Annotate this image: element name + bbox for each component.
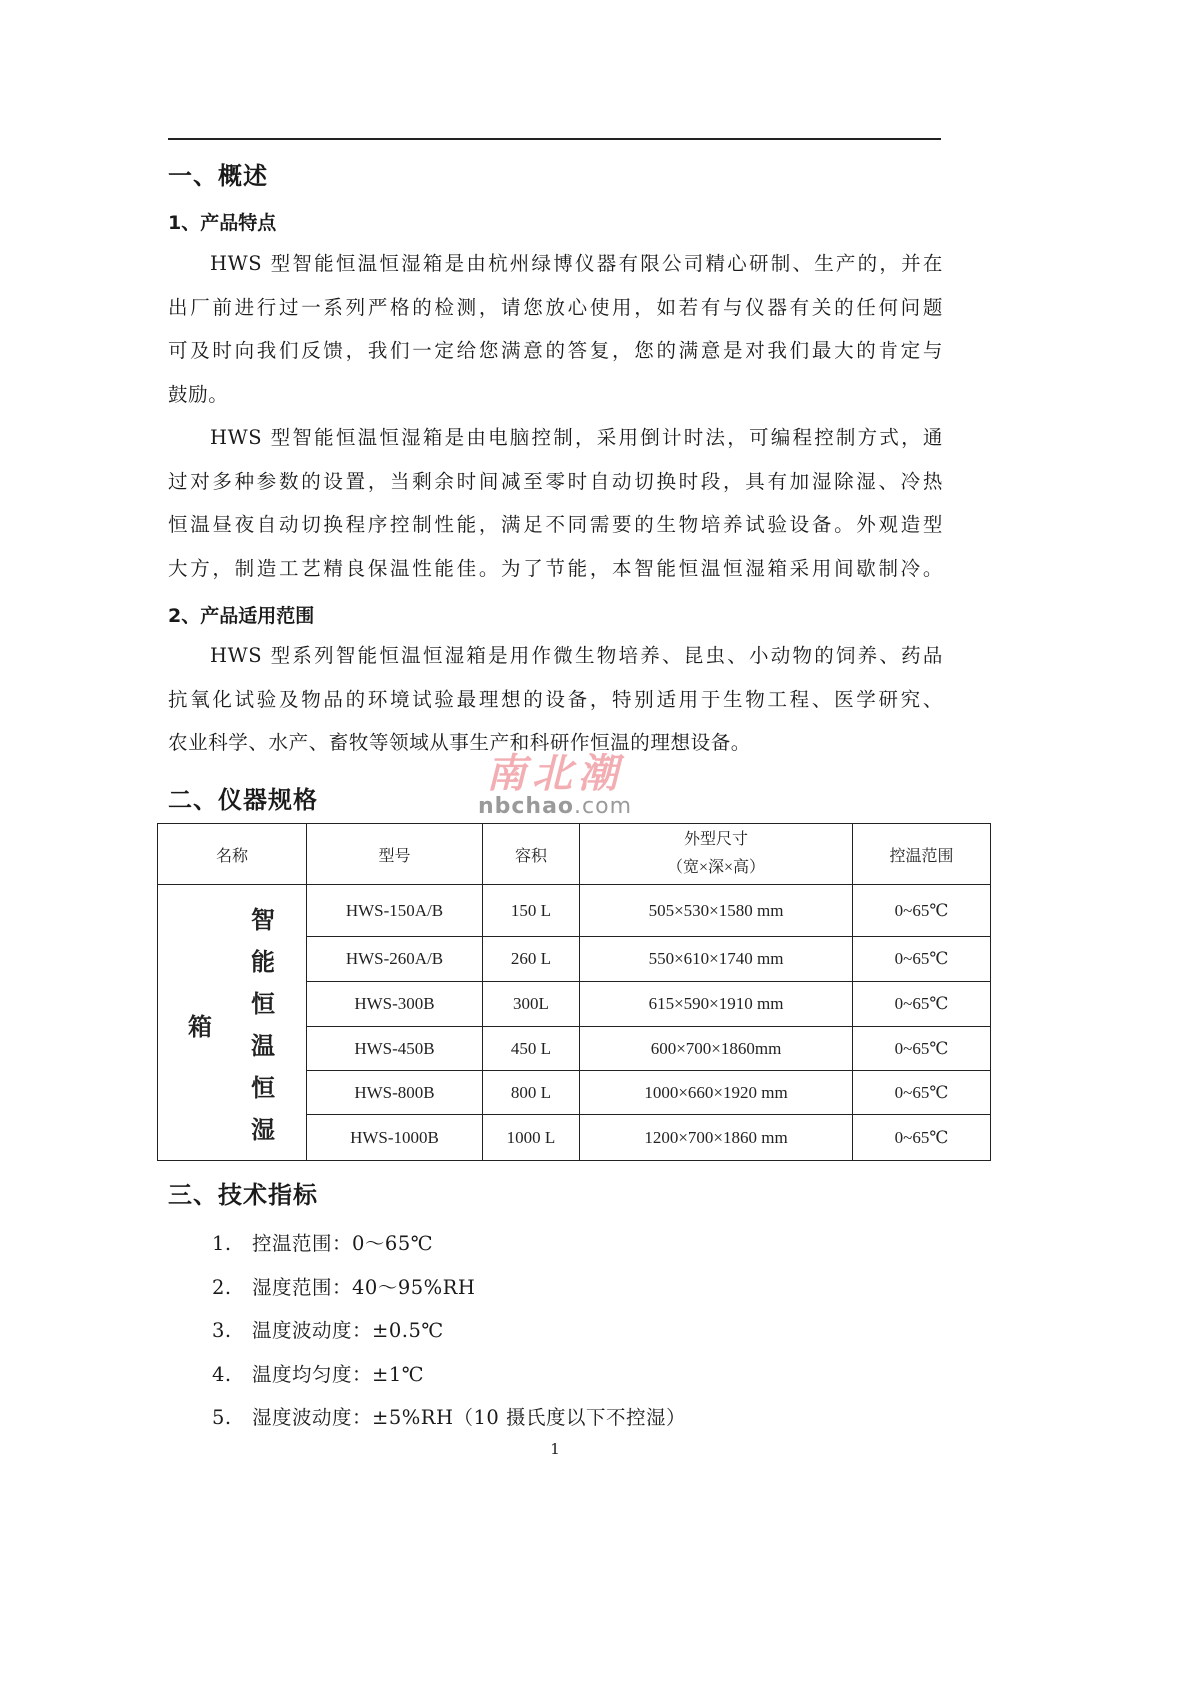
text-line: 过对多种参数的设置，当剩余时间减至零时自动切换时段，具有加湿除湿、冷热	[168, 469, 943, 493]
tech-spec-item	[212, 1402, 686, 1430]
product-name-box: 箱	[188, 1013, 212, 1041]
name-char: 能	[251, 948, 275, 976]
text-line: 大方，制造工艺精良保温性能佳。为了节能，本智能恒温恒湿箱采用间歇制冷。	[168, 556, 943, 580]
cell-model: HWS-800B	[307, 1071, 483, 1115]
name-char: 恒	[251, 1074, 275, 1102]
section-title-tech-specs: 三、技术指标	[168, 1181, 318, 1209]
tech-spec-item	[212, 1272, 475, 1300]
cell-dimensions: 1000×660×1920 mm	[580, 1071, 853, 1115]
cell-dimensions: 600×700×1860mm	[580, 1027, 853, 1071]
cell-volume: 1000 L	[483, 1115, 580, 1161]
cell-volume: 150 L	[483, 885, 580, 937]
watermark-en-suffix: .com	[574, 794, 633, 819]
name-char: 智	[251, 906, 275, 934]
product-name-vertical	[248, 899, 278, 1151]
item-text: 温度均匀度：±1℃	[252, 1363, 425, 1386]
cell-model: HWS-260A/B	[307, 937, 483, 982]
cell-dimensions: 615×590×1910 mm	[580, 982, 853, 1027]
cell-temp-range: 0~65℃	[853, 1115, 991, 1161]
header-dimensions-line1: 外型尺寸	[683, 831, 748, 848]
name-char: 恒	[251, 990, 275, 1018]
cell-temp-range: 0~65℃	[853, 885, 991, 937]
text-line: HWS 型系列智能恒温恒湿箱是用作微生物培养、昆虫、小动物的饲养、药品	[210, 644, 943, 667]
text-line: 农业科学、水产、畜牧等领域从事生产和科研作恒温的理想设备。	[168, 731, 751, 755]
item-text: 控温范围：0～65℃	[252, 1232, 434, 1255]
text-line: HWS 型智能恒温恒湿箱是由杭州绿博仪器有限公司精心研制、生产的，并在	[210, 252, 943, 275]
header-dimensions-line2: （宽×深×高）	[666, 859, 766, 876]
section-title-overview: 一、概述	[168, 162, 268, 190]
watermark-en	[470, 796, 640, 818]
cell-model: HWS-450B	[307, 1027, 483, 1071]
subsection-title-scope: 2、产品适用范围	[168, 605, 315, 627]
cell-model: HWS-1000B	[307, 1115, 483, 1161]
text-line: HWS 型智能恒温恒湿箱是由电脑控制，采用倒计时法，可编程控制方式，通	[210, 426, 943, 449]
text-line: 恒温昼夜自动切换程序控制性能，满足不同需要的生物培养试验设备。外观造型	[168, 513, 943, 537]
name-char: 温	[251, 1032, 275, 1060]
cell-volume: 800 L	[483, 1071, 580, 1115]
header-dimensions	[580, 824, 853, 885]
watermark-cn: 南北潮	[486, 750, 624, 797]
cell-model: HWS-300B	[307, 982, 483, 1027]
cell-temp-range: 0~65℃	[853, 982, 991, 1027]
text-line: 出厂前进行过一系列严格的检测，请您放心使用，如若有与仪器有关的任何问题	[168, 295, 943, 319]
cell-volume: 260 L	[483, 937, 580, 982]
cell-temp-range: 0~65℃	[853, 1071, 991, 1115]
section-title-specs: 二、仪器规格	[168, 786, 318, 814]
item-number: 2.	[212, 1276, 232, 1299]
item-number: 5.	[212, 1406, 232, 1429]
cell-volume: 450 L	[483, 1027, 580, 1071]
header-temp-range: 控温范围	[853, 824, 991, 885]
text-line: 可及时向我们反馈，我们一定给您满意的答复，您的满意是对我们最大的肯定与	[168, 339, 943, 363]
cell-temp-range: 0~65℃	[853, 1027, 991, 1071]
cell-temp-range: 0~65℃	[853, 937, 991, 982]
item-text: 湿度波动度：±5%RH（10 摄氏度以下不控湿）	[252, 1406, 686, 1429]
tech-spec-item	[212, 1315, 444, 1343]
header-name: 名称	[158, 824, 307, 885]
product-name-cell	[158, 885, 307, 1161]
header-rule	[168, 138, 941, 140]
item-number: 4.	[212, 1363, 232, 1386]
paragraph-features-2	[168, 416, 943, 590]
cell-dimensions: 550×610×1740 mm	[580, 937, 853, 982]
table-row	[158, 885, 991, 937]
cell-dimensions: 505×530×1580 mm	[580, 885, 853, 937]
tech-spec-item	[212, 1228, 433, 1256]
cell-dimensions: 1200×700×1860 mm	[580, 1115, 853, 1161]
cell-volume: 300L	[483, 982, 580, 1027]
paragraph-features-1	[168, 242, 943, 416]
item-number: 3.	[212, 1319, 232, 1342]
page-number: 1	[550, 1440, 560, 1458]
header-volume: 容积	[483, 824, 580, 885]
item-number: 1.	[212, 1232, 232, 1255]
item-text: 湿度范围：40～95%RH	[252, 1276, 476, 1299]
name-char: 湿	[251, 1116, 275, 1144]
watermark-en-main: nbchao	[477, 794, 575, 819]
text-line: 鼓励。	[168, 382, 229, 406]
header-model: 型号	[307, 824, 483, 885]
tech-spec-item	[212, 1359, 424, 1387]
table-header-row	[158, 824, 991, 885]
text-line: 抗氧化试验及物品的环境试验最理想的设备，特别适用于生物工程、医学研究、	[168, 687, 943, 711]
paragraph-scope	[168, 634, 943, 765]
spec-table	[157, 823, 991, 1161]
item-text: 温度波动度：±0.5℃	[252, 1319, 444, 1342]
subsection-title-features: 1、产品特点	[168, 212, 277, 234]
cell-model: HWS-150A/B	[307, 885, 483, 937]
